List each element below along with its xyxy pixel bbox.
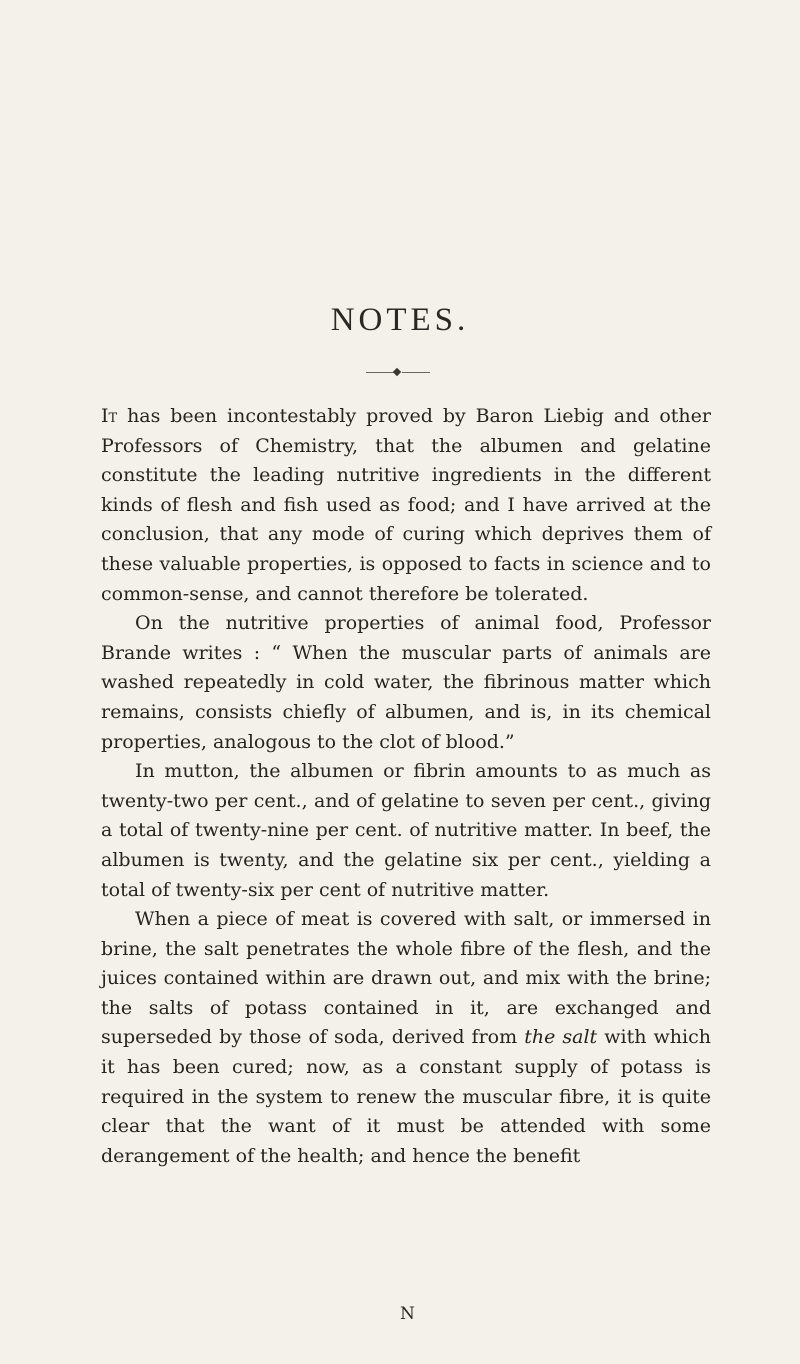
paragraph-text: In mutton, the albumen or fibrin amounts to as much as twenty-two per cent., and of gelatine to seven per cent., giving a total of twenty-nine per cent. of nutritive matter. In beef, the albumen is twenty, and the gelatine six per cent., yielding a total of twenty-six per cent of nutritive matter. bbox=[101, 760, 711, 901]
italic-phrase: the salt bbox=[524, 1026, 598, 1049]
ornament-line-right bbox=[402, 372, 430, 373]
page-title: NOTES. bbox=[330, 302, 470, 338]
ornament-divider bbox=[366, 368, 430, 378]
paragraph-2 bbox=[101, 609, 711, 757]
ornament-line-left bbox=[366, 372, 394, 373]
paragraph-lead-word: It bbox=[101, 405, 118, 427]
diamond-icon bbox=[393, 368, 401, 376]
paragraph-1 bbox=[101, 402, 711, 609]
paragraph-text: When a piece of meat is covered with salt, or immersed in brine, the salt penetrates the whole fibre of the flesh, and the juices contained within are drawn out, and mix with the brine; the salts of potass contained in it, are exchanged and superseded by those of soda, derived from bbox=[101, 908, 711, 1049]
paragraph-3 bbox=[101, 757, 711, 905]
body-text bbox=[101, 402, 711, 1171]
paragraph-4 bbox=[101, 905, 711, 1171]
paragraph-text: with which it has been cured; now, as a constant supply of potass is required in the system to renew the muscular fibre, it is quite clear that the want of it must be attended with some derangement of the health; and hence the benefit bbox=[101, 1026, 711, 1167]
paragraph-text: On the nutritive properties of animal food, Professor Brande writes : “ When the muscular parts of animals are washed repeatedly in cold water, the fibrinous matter which remains, consists chiefly of albumen, and is, in its chemical properties, analogous to the clot of blood.” bbox=[101, 612, 711, 753]
paragraph-text: has been incontestably proved by Baron Liebig and other Professors of Chemistry, that the albumen and gelatine constitute the leading nutritive ingredients in the different kinds of flesh and fish used as food; and I have arrived at the conclusion, that any mode of curing which deprives them of these valuable properties, is opposed to facts in science and to common-sense, and cannot therefore be tolerated. bbox=[101, 405, 711, 605]
signature-mark: N bbox=[400, 1304, 415, 1324]
